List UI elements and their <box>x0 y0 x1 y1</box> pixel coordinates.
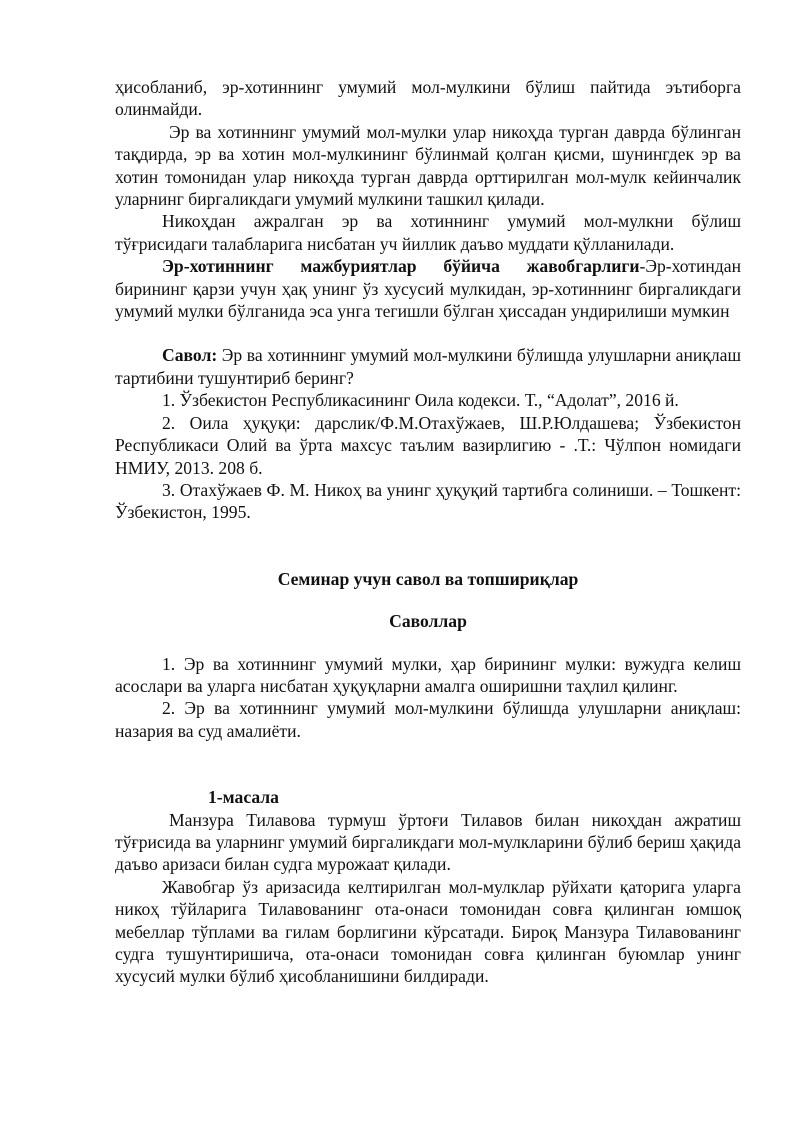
document-body <box>115 76 741 988</box>
reference-item: 1. Ўзбекистон Республикасининг Оила кодекси. Т., “Адолат”, 2016 й. <box>162 390 679 411</box>
task-heading <box>115 786 741 808</box>
questions-subheading: Саволлар <box>389 611 467 632</box>
paragraph-common-property: Эр ва хотиннинг умумий мол-мулки улар никоҳда турган даврда бўлинган тақдирда, эр ва хотин мол-мулкининг бўлинмай қолган қисми, шунингдек эр ва хотин томонидан улар никоҳда турган даврда орттирилган мол-мулк кейинчалик уларнинг биргаликдаги умумий мулкини ташкил қилади. <box>115 121 741 210</box>
task-heading-text: 1-масала <box>208 787 279 808</box>
reference-item: 3. Отахўжаев Ф. М. Никоҳ ва унинг ҳуқуқий тартибга солиниши. – Тошкент: Ўзбекистон, 1995. <box>115 479 741 523</box>
paragraph-continuation: ҳисобланиб, эр-хотиннинг умумий мол-мулкини бўлиш пайтида эътиборга олинмайди. <box>115 77 741 120</box>
reference-item: 2. Оила ҳуқуқи: дарслик/Ф.М.Отахўжаев, Ш.Р.Юлдашева; Ўзбекистон Республикаси Олий ва ўрта махсус таълим вазирлигию - .Т.: Чўлпон номидаги НМИУ, 2013. 208 б. <box>115 412 741 478</box>
liability-text: -Эр-хотиндан бирининг қарзи учун ҳақ унинг ўз хусусий мулкидан, эр-хотиннинг биргаликдаги умумий мулки бўлганида эса унга тегишли бўлган ҳиссадан ундирилиши мумкин <box>115 256 741 322</box>
question-paragraph <box>115 344 741 389</box>
seminar-heading: Семинар учун савол ва топшириқлар <box>277 568 579 589</box>
task-paragraph: Жавобгар ўз аризасида келтирилган мол-мулклар рўйхати қаторига уларга никоҳ тўйларига Тилавованинг ота-онаси томонидан совға қилинган юмшоқ мебеллар тўплами ва гилам борлигини кўрсатади. Бироқ Манзура Тилавованинг судга тушунтиришича, ота-онаси томонидан совға қилинган буюмлар унинг хусусий мулки бўлиб ҳисобланишини билдиради. <box>115 876 741 987</box>
paragraph-liability <box>115 255 741 322</box>
task-paragraph: Манзура Тилавова турмуш ўртоғи Тилавов билан никоҳдан ажратиш тўғрисида ва уларнинг умумий биргаликдаги мол-мулкларини бўлиб бериш ҳақида даъво аризаси билан судга мурожаат қилади. <box>115 809 741 875</box>
paragraph-limitation-period: Никоҳдан ажралган эр ва хотиннинг умумий мол-мулкни бўлиш тўғрисидаги талабларига нисбатан уч йиллик даъво муддати қўлланилади. <box>115 211 741 254</box>
seminar-question: 1. Эр ва хотиннинг умумий мулки, ҳар бирининг мулки: вужудга келиш асослари ва уларга нисбатан ҳуқуқларни амалга оширишни таҳлил қилинг. <box>115 653 741 696</box>
question-label: Савол: <box>162 345 218 366</box>
liability-heading: Эр-хотиннинг мажбуриятлар бўйича жавобгарлиги <box>162 256 640 277</box>
seminar-question: 2. Эр ва хотиннинг умумий мол-мулкини бўлишда улушларни аниқлаш: назария ва суд амалиёти. <box>115 698 741 741</box>
question-text: Эр ва хотиннинг умумий мол-мулкини бўлишда улушларни аниқлаш тартибини тушунтириб беринг? <box>115 345 741 388</box>
